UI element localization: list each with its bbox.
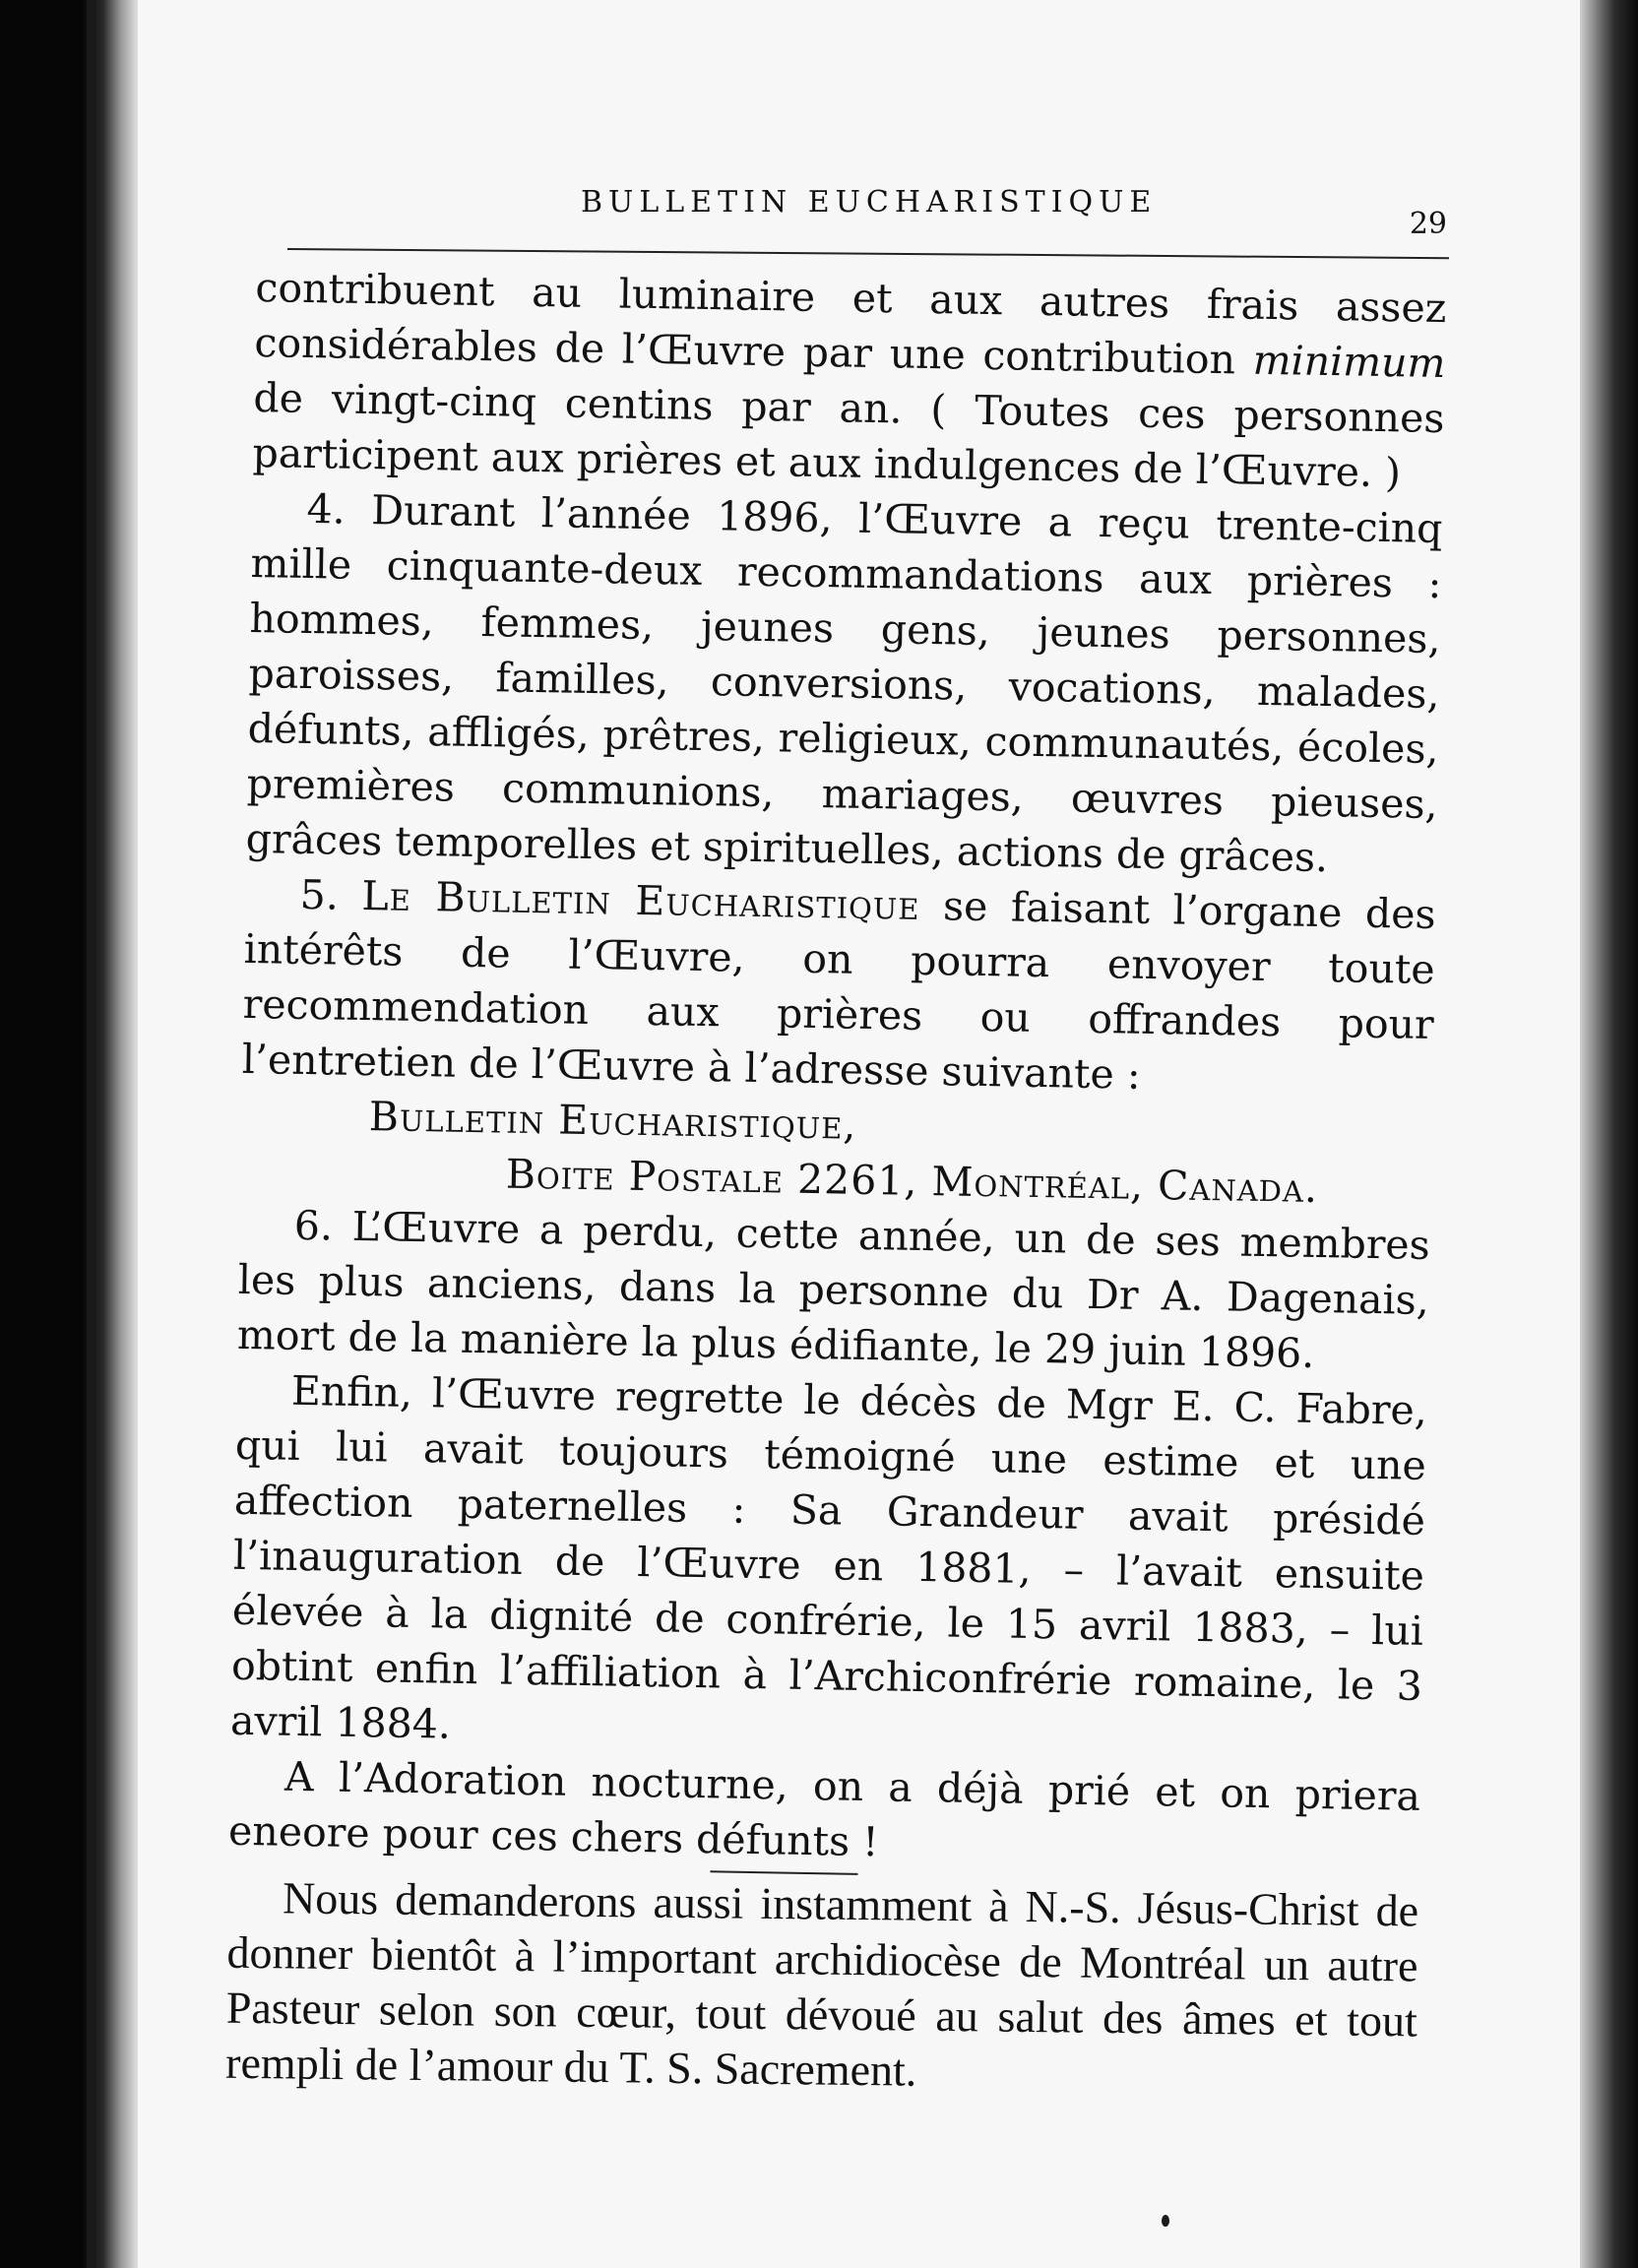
italic-word: minimum <box>1252 336 1446 388</box>
paragraph-6: A l’Adoration nocturne, on a déjà prié et on priera eneore pour ces chers défunts ! <box>227 1752 1421 1866</box>
ink-speck <box>1162 2215 1169 2227</box>
paragraph-3: 5. Le Bulletin Eucharistique se faisant l’organe des intérêts de l’Œuvre, on pourra envoyer toute recommendation aux prières ou offrandes pour l’entretien de l’Œuvre à l’adresse suivante : <box>241 870 1436 1099</box>
book-binding-left <box>0 0 148 2268</box>
book-edge-right <box>1580 0 1638 2268</box>
paragraph-1: contribuent au luminaire et aux autres frais assez considérables de l’Œuvre par une contribution minimum de vingt-cinq centins par an. ( Toutes ces personnes participent aux prières et aux indulgences de l’Œuvre. ) <box>252 263 1447 497</box>
page-number: 29 <box>1409 207 1447 241</box>
paragraph-2: 4. Durant l’année 1896, l’Œuvre a reçu trente-cinq mille cinquante-deux recommandations aux prières : hommes, femmes, jeunes gens, jeunes personnes, paroisses, familles, conversions, vocations, malades, défunts, affligés, prêtres, religieux, communautés, écoles, premières communions, mariages, œuvres pieuses, grâces temporelles et spirituelles, actions de grâces. <box>245 484 1443 882</box>
address-line-2: Boite Postale 2261, Montréal, Canada. <box>505 1150 1319 1212</box>
paragraph-5: Enfin, l’Œuvre regrette le décès de Mgr E. C. Fabre, qui lui avait toujours témoigné une estime et une affection paternelles : Sa Grandeur avait présidé l’inauguration de l’Œuvre en 1881, – l’avait ensuite élevée à la dignité de confrérie, le 15 avril 1883, – lui obtint enfin l’affiliation à l’Archiconfrérie romaine, le 3 avril 1884. <box>229 1366 1428 1748</box>
address-line-1: Bulletin Eucharistique, <box>368 1093 857 1149</box>
running-title: BULLETIN EUCHARISTIQUE <box>581 185 1158 220</box>
page-header <box>285 185 1447 240</box>
body-text <box>224 260 1447 2111</box>
section-divider <box>710 1870 857 1875</box>
bulletin-name: Le Bulletin Eucharistique <box>361 871 920 929</box>
paragraph-7: Nous demanderons aussi instamment à N.-S. Jésus-Christ de donner bientôt à l’important archidiocèse de Montréal un autre Pasteur selon son cœur, tout dévoué au salut des âmes et tout rempli de l’amour du T. S. Sacrement. <box>224 1872 1419 2096</box>
binding-fold <box>87 0 96 2268</box>
paragraph-4: 6. L’Œuvre a perdu, cette année, un de ses membres les plus anciens, dans la personne du Dr A. Dagenais, mort de la manière la plus édifiante, le 29 juin 1896. <box>236 1201 1431 1377</box>
